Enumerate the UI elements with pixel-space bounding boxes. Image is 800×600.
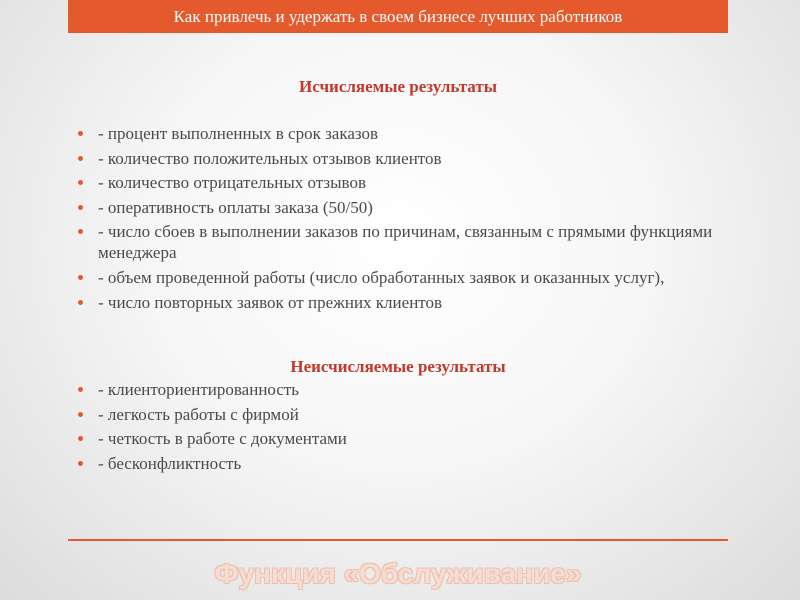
bullet-icon	[78, 229, 83, 234]
bullet-icon	[78, 131, 83, 136]
bullet-icon	[78, 436, 83, 441]
bullet-icon	[78, 387, 83, 392]
list-item	[78, 428, 718, 449]
list-item-text: - объем проведенной работы (число обработанных заявок и оказанных услуг),	[98, 267, 665, 287]
bullet-icon	[78, 205, 83, 210]
footer-title: Функция «Обслуживание»	[214, 558, 582, 589]
non-quantifiable-results-heading: Неисчисляемые результаты	[290, 357, 506, 376]
list-item-text: - клиенториентированность	[98, 380, 300, 399]
list-item-text: - процент выполненных в срок заказов	[98, 124, 379, 143]
list-item-text: - оперативность оплаты заказа (50/50)	[98, 197, 373, 217]
list-item	[78, 148, 718, 169]
list-item	[78, 123, 718, 144]
list-item-text: - количество положительных отзывов клиентов	[98, 148, 442, 168]
slide-header	[68, 0, 728, 33]
list-item	[78, 172, 718, 193]
list-item-text: - легкость работы с фирмой	[98, 404, 299, 424]
bullet-icon	[78, 275, 83, 280]
quantifiable-results-list	[78, 123, 718, 313]
list-item	[78, 404, 718, 425]
list-item	[78, 453, 718, 474]
list-item-text: - число повторных заявок от прежних клиентов	[98, 292, 443, 312]
list-item-text: - число сбоев в выполнении заказов по причинам, связанным с прямыми функциями менеджера	[98, 222, 713, 263]
bullet-icon	[78, 180, 83, 185]
non-quantifiable-results-list	[78, 379, 718, 474]
list-item-text: - четкость в работе с документами	[98, 429, 347, 449]
list-item	[78, 379, 718, 400]
list-item	[78, 292, 718, 313]
bullet-icon	[78, 461, 83, 466]
slide-title: Как привлечь и удержать в своем бизнесе лучших работников	[173, 7, 623, 26]
list-item	[78, 221, 718, 263]
list-item-text: - количество отрицательных отзывов	[98, 173, 366, 193]
list-item	[78, 197, 718, 218]
list-item-text: - бесконфликтность	[98, 453, 242, 473]
list-item	[78, 267, 718, 288]
bullet-icon	[78, 412, 83, 417]
footer-divider	[68, 539, 728, 541]
quantifiable-results-heading: Исчисляемые результаты	[299, 77, 497, 96]
bullet-icon	[78, 300, 83, 305]
bullet-icon	[78, 156, 83, 161]
